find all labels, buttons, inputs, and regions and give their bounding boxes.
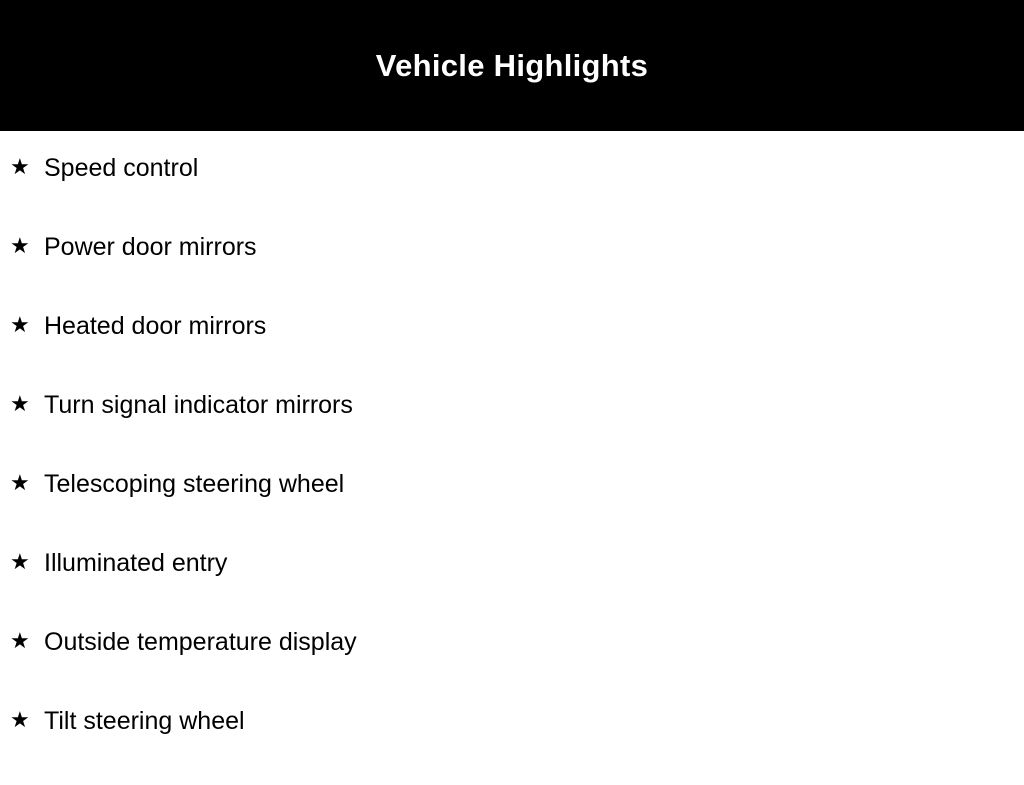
page-title: Vehicle Highlights [375, 47, 649, 83]
list-item-label: Turn signal indicator mirrors [44, 391, 353, 419]
star-bullet-icon: ★ [10, 392, 30, 417]
list-item [0, 390, 1024, 469]
page-header [0, 0, 1024, 131]
list-item-label: Speed control [44, 154, 199, 182]
star-bullet-icon: ★ [10, 471, 30, 496]
list-item-label: Power door mirrors [44, 233, 257, 261]
star-bullet-icon: ★ [10, 313, 30, 338]
star-bullet-icon: ★ [10, 234, 30, 259]
star-bullet-icon: ★ [10, 708, 30, 733]
list-item-label: Telescoping steering wheel [44, 470, 345, 498]
vehicle-highlights-list [0, 131, 1024, 785]
list-item [0, 232, 1024, 311]
star-bullet-icon: ★ [10, 550, 30, 575]
list-item-label: Heated door mirrors [44, 312, 267, 340]
star-bullet-icon: ★ [10, 155, 30, 180]
list-item [0, 548, 1024, 627]
list-item-label: Outside temperature display [44, 628, 357, 656]
list-item-label: Tilt steering wheel [44, 707, 245, 735]
list-item [0, 469, 1024, 548]
star-bullet-icon: ★ [10, 629, 30, 654]
list-item [0, 627, 1024, 706]
list-item [0, 311, 1024, 390]
list-item [0, 153, 1024, 232]
list-item [0, 706, 1024, 785]
list-item-label: Illuminated entry [44, 549, 228, 577]
